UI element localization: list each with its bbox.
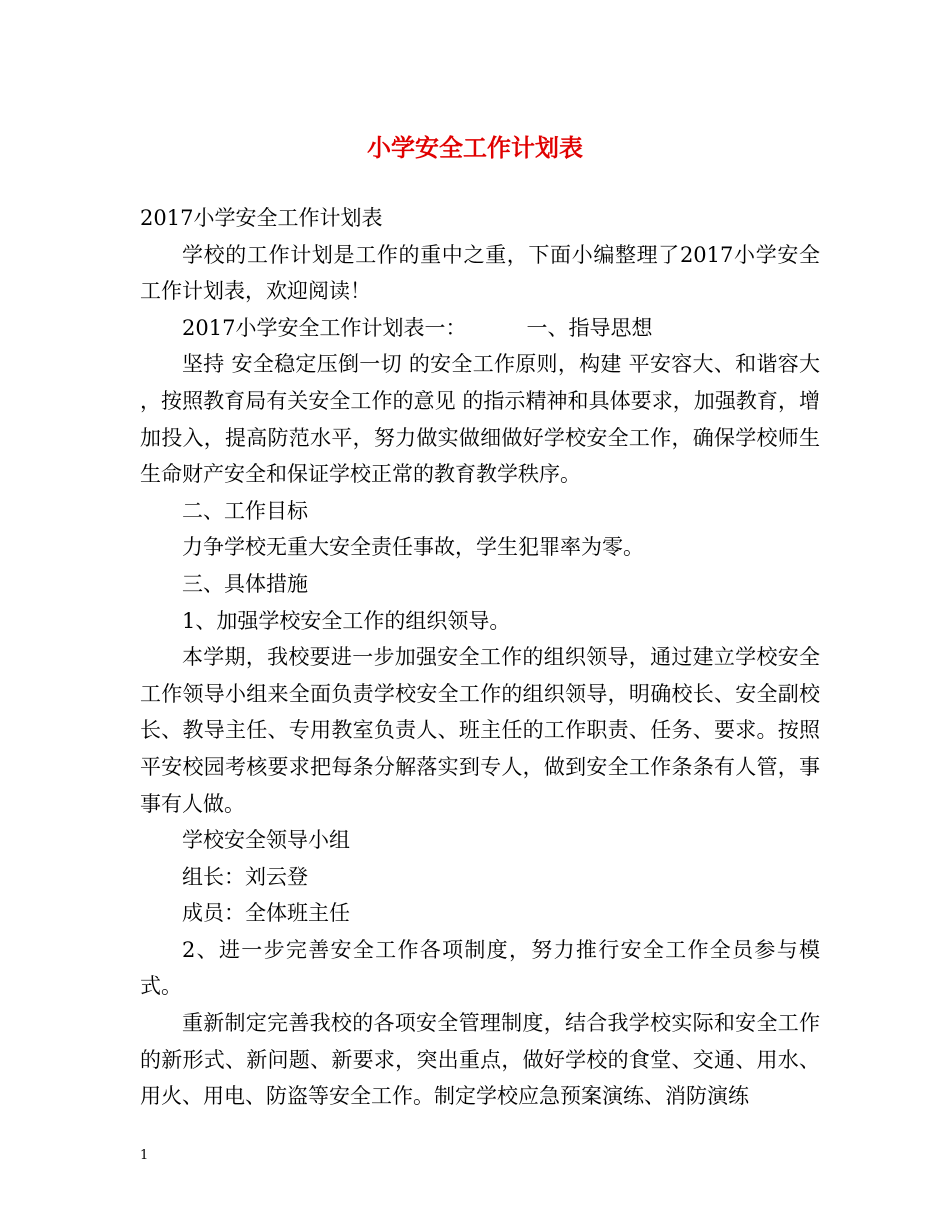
paragraph-subtitle: 2017小学安全工作计划表: [140, 206, 383, 230]
paragraph-leadership: 本学期，我校要进一步加强安全工作的组织领导，通过建立学校安全工作领导小组来全面负责学校安全工作的组织领导，明确校长、安全副校长、教导主任、专用教室负责人、班主任的工作职责、任务、要求。按照平安校园考核要求把每条分解落实到专人，做到安全工作条条有人管，事事有人做。: [140, 645, 820, 816]
paragraph-guiding-idea: 坚持 安全稳定压倒一切 的安全工作原则，构建 平安容大、和谐容大 ，按照教育局有关安全工作的意见 的指示精神和具体要求，加强教育，增加投入，提高防范水平，努力做实做细做好学校安全工作，确保学校师生生命财产安全和保证学校正常的教育教学秩序。: [140, 352, 820, 487]
paragraph-plan-heading: [140, 310, 820, 347]
paragraph-group-members: 成员：全体班主任: [182, 901, 350, 926]
section-heading-guiding-idea: 一、指导思想: [526, 315, 653, 340]
paragraph-goals: 力争学校无重大安全责任事故，学生犯罪率为零。: [182, 535, 644, 560]
section-heading-measures: 三、具体措施: [182, 571, 308, 596]
measure-item-1: 1、加强学校安全工作的组织领导。: [182, 608, 511, 633]
document-body: [140, 200, 820, 1115]
plan-label: 2017小学安全工作计划表一：: [182, 315, 467, 340]
paragraph-leadership-group: 学校安全领导小组: [182, 828, 350, 853]
measure-item-2: 2、进一步完善安全工作各项制度，努力推行安全工作全员参与模式。: [140, 937, 820, 999]
paragraph-systems: 重新制定完善我校的各项安全管理制度，结合我学校实际和安全工作的新形式、新问题、新要求，突出重点，做好学校的食堂、交通、用水、用火、用电、防盗等安全工作。制定学校应急预案演练、消防演练: [140, 1011, 820, 1109]
paragraph-intro: 学校的工作计划是工作的重中之重，下面小编整理了2017小学安全工作计划表，欢迎阅读！: [140, 242, 820, 304]
section-heading-goals: 二、工作目标: [182, 498, 308, 523]
document-title: 小学安全工作计划表: [367, 133, 583, 162]
page-number: 1: [140, 1148, 149, 1163]
paragraph-group-leader: 组长：刘云登: [182, 864, 308, 889]
